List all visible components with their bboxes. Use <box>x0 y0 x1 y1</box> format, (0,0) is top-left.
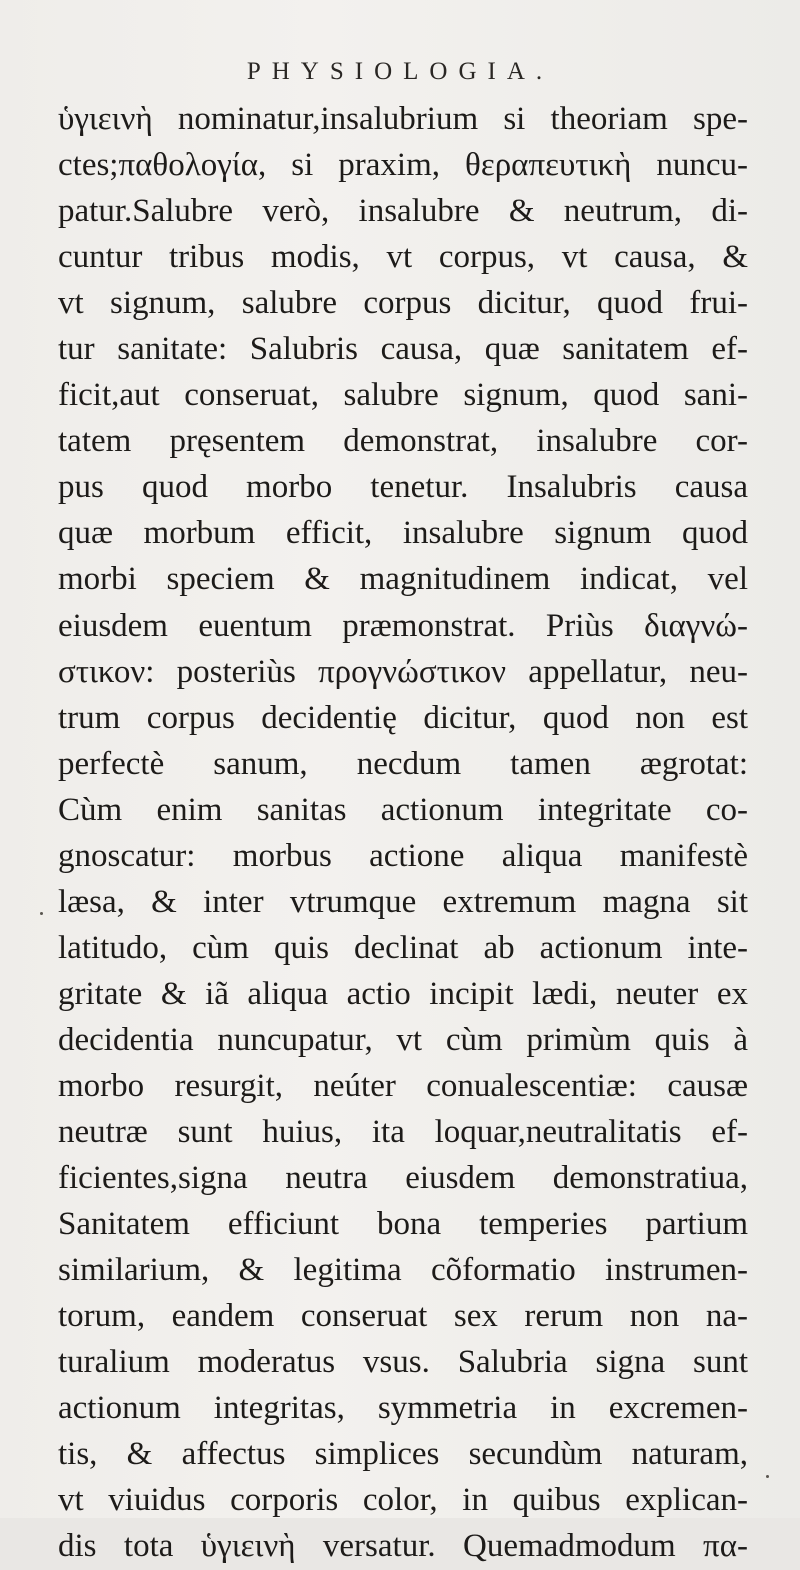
text-line: dis tota ὑγιεινὴ versatur. Quemadmodum πα- <box>58 1528 748 1565</box>
text-line: στικον: posteriùs προγνώστικον appellatur, neu- <box>58 653 748 690</box>
text-line: Sanitatem efficiunt bona temperies partium <box>58 1206 748 1243</box>
text-line: patur.Salubre verò, insalubre & neutrum, di- <box>58 193 748 230</box>
text-line: perfectè sanum, necdum tamen ægrotat: <box>58 745 748 782</box>
text-line: vt viuidus corporis color, in quibus explican- <box>58 1482 748 1519</box>
text-line: morbo resurgit, neúter conualescentiæ: causæ <box>58 1067 748 1104</box>
text-line: pus quod morbo tenetur. Insalubris causa <box>58 469 748 506</box>
text-line: decidentia nuncupatur, vt cùm primùm quis à <box>58 1021 748 1058</box>
text-line: tur sanitate: Salubris causa, quæ sanitatem ef- <box>58 331 748 368</box>
text-line: quæ morbum efficit, insalubre signum quod <box>58 515 748 552</box>
text-line: Cùm enim sanitas actionum integritate co- <box>58 791 748 828</box>
body-text <box>58 96 748 1570</box>
text-line: latitudo, cùm quis declinat ab actionum inte- <box>58 929 748 966</box>
text-line: vt signum, salubre corpus dicitur, quod frui- <box>58 285 748 322</box>
text-line: torum, eandem conseruat sex rerum non na- <box>58 1298 748 1335</box>
text-line: gritate & iã aliqua actio incipit lædi, neuter ex <box>58 975 748 1012</box>
text-line: similarium, & legitima cõformatio instrumen- <box>58 1252 748 1289</box>
text-line: morbi speciem & magnitudinem indicat, vel <box>58 561 748 598</box>
text-line: læsa, & inter vtrumque extremum magna sit <box>58 883 748 920</box>
text-line: cuntur tribus modis, vt corpus, vt causa, & <box>58 239 748 276</box>
text-line: tis, & affectus simplices secundùm naturam, <box>58 1436 748 1473</box>
text-line: actionum integritas, symmetria in excremen- <box>58 1390 748 1427</box>
running-head: PHYSIOLOGIA. <box>246 58 554 85</box>
text-line: eiusdem euentum præmonstrat. Priùs διαγνώ- <box>58 607 748 644</box>
text-line: turalium moderatus vsus. Salubria signa sunt <box>58 1344 748 1381</box>
ink-speck <box>766 1475 769 1478</box>
text-line: ὑγιεινὴ nominatur,insalubrium si theoriam spe- <box>58 101 748 137</box>
text-line: trum corpus decidentię dicitur, quod non est <box>58 699 748 736</box>
text-line: ficientes,signa neutra eiusdem demonstratiua, <box>58 1160 748 1197</box>
text-line: neutræ sunt huius, ita loquar,neutralitatis ef- <box>58 1114 748 1151</box>
ink-speck <box>40 912 43 915</box>
text-line: tatem pręsentem demonstrat, insalubre cor- <box>58 423 748 460</box>
text-line: ficit,aut conseruat, salubre signum, quod sani- <box>58 377 748 414</box>
text-line: ctes;παθολογία, si praxim, θεραπευτικὴ nuncu- <box>58 147 748 184</box>
text-line: gnoscatur: morbus actione aliqua manifestè <box>58 837 748 874</box>
